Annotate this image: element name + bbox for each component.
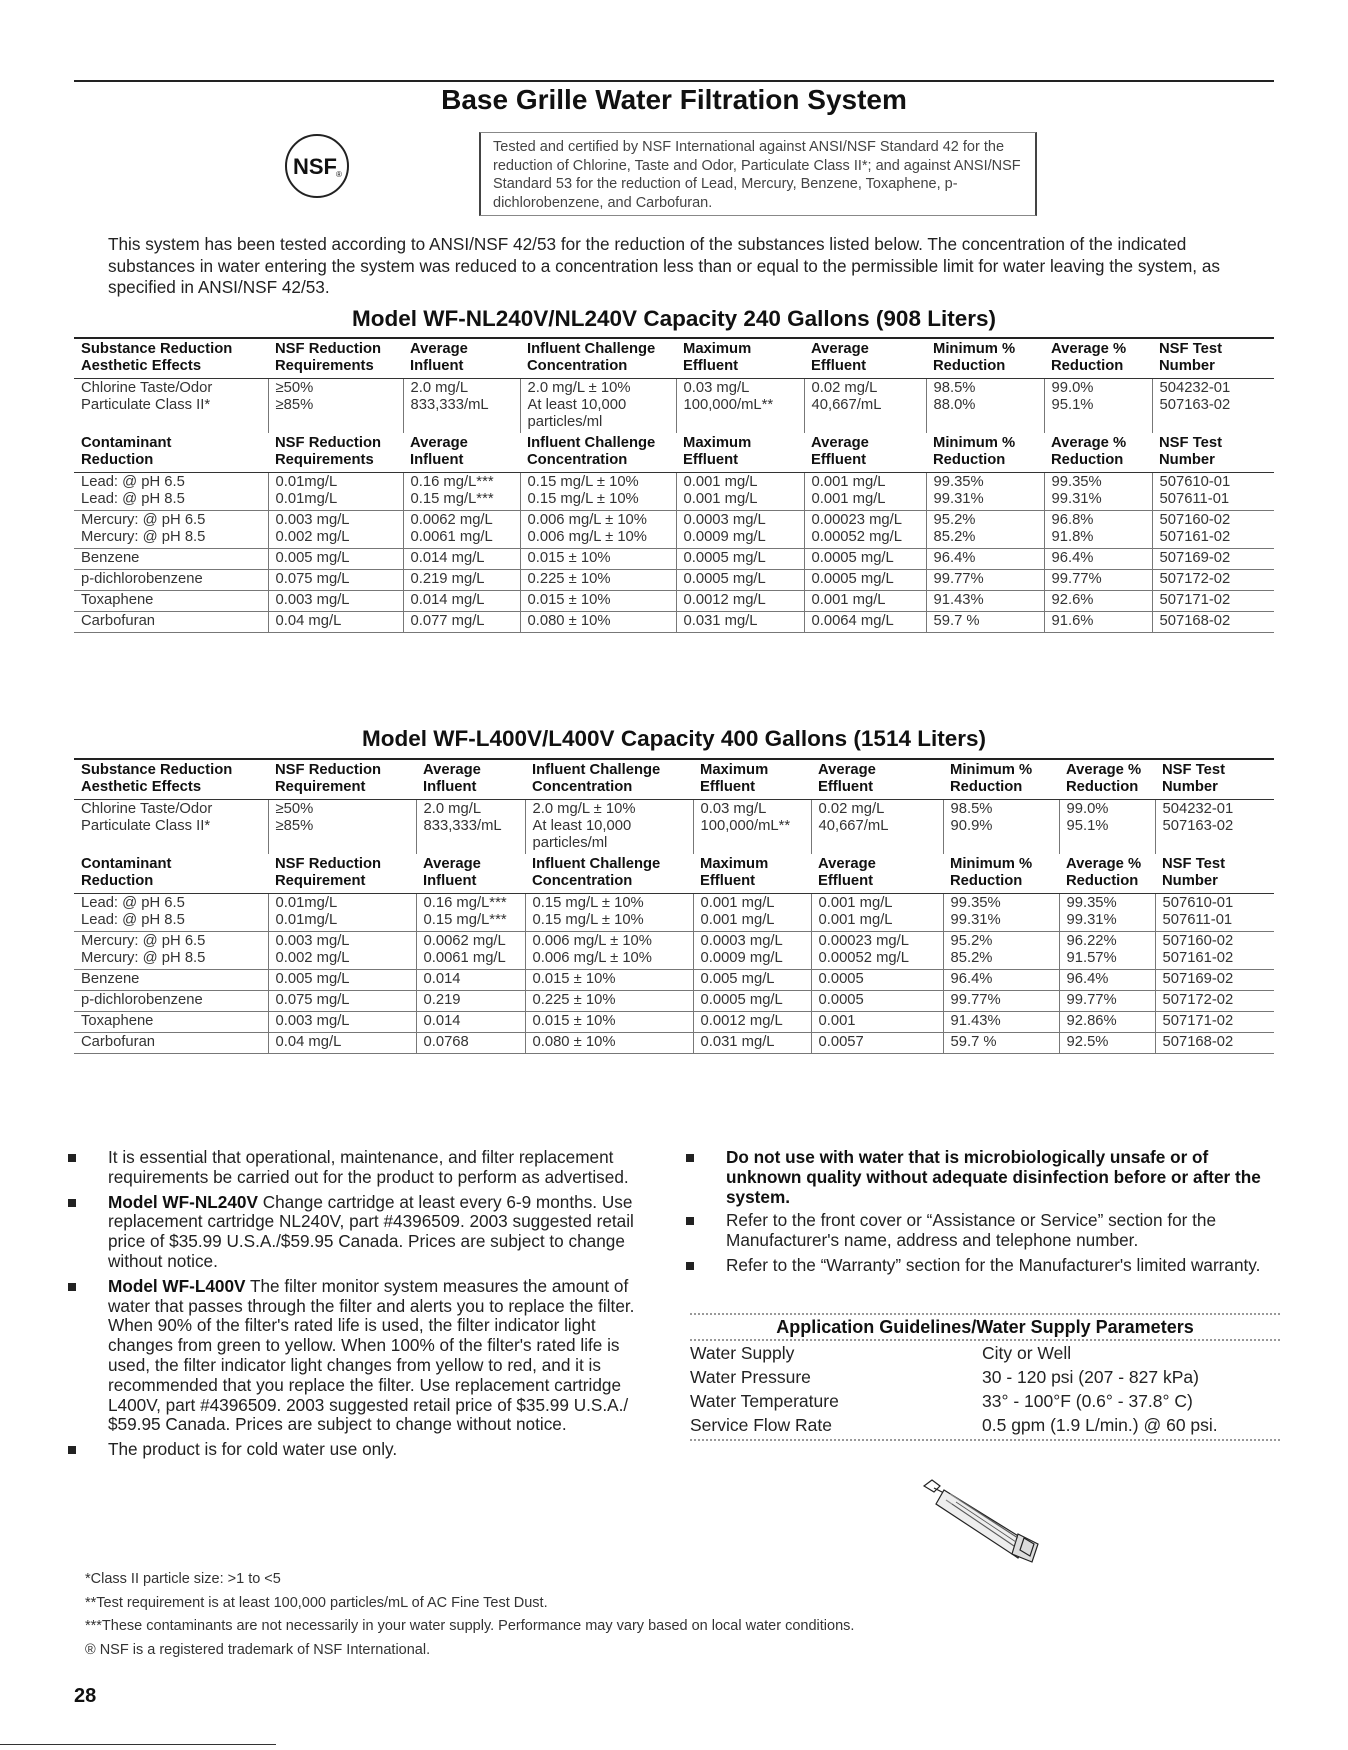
table-cell: 507169-02 <box>1155 970 1274 991</box>
table-row <box>74 1033 1274 1054</box>
table-cell: 507168-02 <box>1155 1033 1274 1054</box>
table-cell: 0.0012 mg/L <box>676 591 804 612</box>
table-cell: 0.03 mg/L 100,000/mL** <box>693 800 811 855</box>
model-1-title: Model WF-NL240V/NL240V Capacity 240 Gallons (908 Liters) <box>352 306 996 331</box>
application-guidelines <box>690 1313 1280 1441</box>
table-cell: 0.001 mg/L 0.001 mg/L <box>811 894 943 932</box>
table-cell: 0.077 mg/L <box>403 612 520 633</box>
page-title: Base Grille Water Filtration System <box>441 84 907 115</box>
table-cell: 507160-02 507161-02 <box>1155 932 1274 970</box>
table-cell: 0.014 <box>416 970 525 991</box>
table-cell: Mercury: @ pH 6.5 Mercury: @ pH 8.5 <box>74 511 268 549</box>
guideline-row <box>690 1341 1280 1365</box>
table-cell: Toxaphene <box>74 591 268 612</box>
guideline-row <box>690 1389 1280 1413</box>
table-cell: 507610-01 507611-01 <box>1152 473 1274 511</box>
header-cell: NSF Test Number <box>1162 856 1226 889</box>
table-cell: 99.0% 95.1% <box>1059 800 1155 855</box>
filter-cartridge-illustration <box>916 1472 1056 1564</box>
table-row <box>74 473 1274 511</box>
table-cell: Carbofuran <box>74 612 268 633</box>
table-cell: ≥50% ≥85% <box>268 379 403 434</box>
footnote: **Test requirement is at least 100,000 particles/mL of AC Fine Test Dust. <box>85 1594 548 1611</box>
table-cell: 0.015 ± 10% <box>525 1012 693 1033</box>
table-cell: 91.43% <box>943 1012 1059 1033</box>
header-cell: Minimum % Reduction <box>933 435 1016 468</box>
table-cell: 0.001 mg/L 0.001 mg/L <box>676 473 804 511</box>
contaminant-header-row <box>74 433 1274 473</box>
header-cell: NSF Test Number <box>1152 338 1274 379</box>
table-cell: 99.77% <box>1059 991 1155 1012</box>
table-cell: 96.8% 91.8% <box>1044 511 1152 549</box>
table-cell: 0.225 ± 10% <box>525 991 693 1012</box>
table-cell: 504232-01 507163-02 <box>1155 800 1274 855</box>
table-cell: 507172-02 <box>1155 991 1274 1012</box>
table-cell: 0.04 mg/L <box>268 612 403 633</box>
bullet-item <box>64 1277 654 1435</box>
header-cell: Contaminant Reduction <box>81 435 172 468</box>
footnotes <box>85 1568 854 1662</box>
nsf-certification-box: Tested and certified by NSF International against ANSI/NSF Standard 42 for the reduction of Chlorine, Taste and Odor, Particulate Class II*; and against ANSI/NSF Standard 53 for the reduction of Lead, Mercury, Benzene, Toxaphene, p-dichlorobenzene, and Carbofuran. <box>479 132 1037 216</box>
nsf-logo-text: NSF <box>293 154 337 179</box>
header-cell: Average Influent <box>423 856 481 889</box>
table-cell: Benzene <box>74 549 268 570</box>
footnote: *Class II particle size: >1 to <5 <box>85 1571 281 1587</box>
header-cell: Maximum Effluent <box>693 759 811 800</box>
table-row <box>74 570 1274 591</box>
table-cell: 507172-02 <box>1152 570 1274 591</box>
table-cell: 0.0064 mg/L <box>804 612 926 633</box>
table-cell: 0.003 mg/L <box>268 591 403 612</box>
model-2-title: Model WF-L400V/L400V Capacity 400 Gallons (1514 Liters) <box>362 726 986 751</box>
header-cell: Influent Challenge Concentration <box>532 856 661 889</box>
table-cell: 0.075 mg/L <box>268 991 416 1012</box>
table-cell: 99.35% 99.31% <box>1059 894 1155 932</box>
table-cell: 0.0062 mg/L 0.0061 mg/L <box>403 511 520 549</box>
table-cell: 0.075 mg/L <box>268 570 403 591</box>
table-cell: 95.2% 85.2% <box>926 511 1044 549</box>
bullet-square-icon <box>68 1446 76 1454</box>
table-cell: 0.00023 mg/L 0.00052 mg/L <box>804 511 926 549</box>
table-cell: Chlorine Taste/Odor Particulate Class II* <box>74 379 268 434</box>
bullet-item <box>64 1440 654 1460</box>
header-cell: Average % Reduction <box>1051 435 1127 468</box>
table-cell: 0.0005 mg/L <box>676 549 804 570</box>
bullet-item <box>682 1148 1282 1207</box>
model-1-spec-table <box>74 337 1274 633</box>
header-cell: NSF Reduction Requirements <box>275 435 382 468</box>
table-cell: 0.0768 <box>416 1033 525 1054</box>
table-cell: 0.219 mg/L <box>403 570 520 591</box>
table-cell: 99.35% 99.31% <box>1044 473 1152 511</box>
left-bullet-list <box>64 1148 654 1465</box>
table-cell: ≥50% ≥85% <box>268 800 416 855</box>
table-cell: 98.5% 90.9% <box>943 800 1059 855</box>
table-cell: 91.43% <box>926 591 1044 612</box>
table-cell: 0.080 ± 10% <box>520 612 676 633</box>
header-cell: Average Effluent <box>818 856 876 889</box>
aesthetic-header-row <box>74 338 1274 379</box>
header-cell: Average Influent <box>416 759 525 800</box>
footnote: ***These contaminants are not necessarily in your water supply. Performance may vary based on local water conditions. <box>85 1618 855 1634</box>
table-cell: 96.22% 91.57% <box>1059 932 1155 970</box>
table-cell: 0.04 mg/L <box>268 1033 416 1054</box>
page-number: 28 <box>74 1685 97 1707</box>
table-cell: 0.001 mg/L 0.001 mg/L <box>804 473 926 511</box>
guideline-value: City or Well <box>982 1343 1072 1363</box>
table-cell: 0.01mg/L 0.01mg/L <box>268 894 416 932</box>
table-cell: 0.0005 mg/L <box>693 991 811 1012</box>
table-cell: Lead: @ pH 6.5 Lead: @ pH 8.5 <box>74 473 268 511</box>
table-cell: 95.2% 85.2% <box>943 932 1059 970</box>
table-row <box>74 932 1274 970</box>
bullet-square-icon <box>686 1262 694 1270</box>
header-cell: Average Effluent <box>811 435 869 468</box>
table-cell: 0.0003 mg/L 0.0009 mg/L <box>676 511 804 549</box>
table-cell: 99.0% 95.1% <box>1044 379 1152 434</box>
table-cell: 0.001 <box>811 1012 943 1033</box>
bullet-square-icon <box>68 1199 76 1207</box>
table-cell: 98.5% 88.0% <box>926 379 1044 434</box>
table-cell: 0.02 mg/L 40,667/mL <box>811 800 943 855</box>
guideline-value: 30 - 120 psi (207 - 827 kPa) <box>982 1367 1199 1387</box>
table-cell: 91.6% <box>1044 612 1152 633</box>
table-cell: p-dichlorobenzene <box>74 570 268 591</box>
table-row <box>74 511 1274 549</box>
table-row <box>74 991 1274 1012</box>
table-cell: 507168-02 <box>1152 612 1274 633</box>
table-cell: 0.003 mg/L 0.002 mg/L <box>268 932 416 970</box>
guideline-row <box>690 1365 1280 1389</box>
table-cell: 96.4% <box>1044 549 1152 570</box>
header-cell: Average Effluent <box>804 338 926 379</box>
header-cell: Minimum % Reduction <box>950 856 1033 889</box>
aesthetic-header-row <box>74 759 1274 800</box>
header-cell: NSF Test Number <box>1159 435 1223 468</box>
header-cell: Substance Reduction Aesthetic Effects <box>74 338 268 379</box>
contaminant-header-row <box>74 854 1274 894</box>
table-cell: 0.015 ± 10% <box>520 591 676 612</box>
table-cell: 99.77% <box>943 991 1059 1012</box>
table-row <box>74 591 1274 612</box>
bullet-bold-text: Do not use with water that is microbiologically unsafe or of unknown quality without adequate disinfection before or after the system. <box>726 1147 1261 1207</box>
table-cell: 0.003 mg/L 0.002 mg/L <box>268 511 403 549</box>
table-cell: 0.080 ± 10% <box>525 1033 693 1054</box>
table-cell: 99.77% <box>926 570 1044 591</box>
guideline-row <box>690 1413 1280 1437</box>
table-cell: 507171-02 <box>1152 591 1274 612</box>
table-row <box>74 379 1274 434</box>
header-cell: Maximum Effluent <box>700 856 769 889</box>
table-cell: 0.003 mg/L <box>268 1012 416 1033</box>
header-cell: Influent Challenge Concentration <box>527 435 656 468</box>
header-cell: Substance Reduction Aesthetic Effects <box>74 759 268 800</box>
table-cell: 0.219 <box>416 991 525 1012</box>
table-cell: 0.014 mg/L <box>403 549 520 570</box>
table-cell: 0.015 ± 10% <box>520 549 676 570</box>
table-cell: Benzene <box>74 970 268 991</box>
top-rule <box>74 80 1274 82</box>
table-cell: 2.0 mg/L ± 10% At least 10,000 particles/ml <box>525 800 693 855</box>
bullet-item <box>682 1256 1282 1276</box>
table-cell: 0.015 ± 10% <box>525 970 693 991</box>
table-cell: 0.031 mg/L <box>676 612 804 633</box>
bullet-text: The product is for cold water use only. <box>108 1439 398 1460</box>
table-cell: 0.006 mg/L ± 10% 0.006 mg/L ± 10% <box>520 511 676 549</box>
table-cell: 0.001 mg/L 0.001 mg/L <box>693 894 811 932</box>
table-cell: 0.15 mg/L ± 10% 0.15 mg/L ± 10% <box>520 473 676 511</box>
table-cell: 96.4% <box>1059 970 1155 991</box>
nsf-logo <box>284 133 350 199</box>
table-cell: Lead: @ pH 6.5 Lead: @ pH 8.5 <box>74 894 268 932</box>
table-cell: 59.7 % <box>926 612 1044 633</box>
table-cell: 0.02 mg/L 40,667/mL <box>804 379 926 434</box>
header-cell: NSF Reduction Requirements <box>268 338 403 379</box>
header-cell: Average % Reduction <box>1044 338 1152 379</box>
table-cell: 96.4% <box>943 970 1059 991</box>
guideline-label: Water Temperature <box>690 1391 839 1411</box>
table-cell: 0.0057 <box>811 1033 943 1054</box>
table-cell: 99.35% 99.31% <box>926 473 1044 511</box>
header-cell: Average Influent <box>403 338 520 379</box>
bullet-text: Refer to the front cover or “Assistance or Service” section for the Manufacturer's name, address and telephone number. <box>726 1210 1217 1251</box>
header-cell: Contaminant Reduction <box>81 856 172 889</box>
model-2-spec-table <box>74 758 1274 1054</box>
table-cell: 507171-02 <box>1155 1012 1274 1033</box>
table-row <box>74 1012 1274 1033</box>
table-cell: 0.0005 mg/L <box>804 570 926 591</box>
intro-paragraph: This system has been tested according to ANSI/NSF 42/53 for the reduction of the substances listed below. The concentration of the indicated substances in water entering the system was reduced to a concentration less than or equal to the permissible limit for water leaving the system, as specified in ANSI/NSF 42/53. <box>108 234 1221 297</box>
header-cell: NSF Reduction Requirement <box>268 759 416 800</box>
bullet-item <box>682 1211 1282 1251</box>
table-cell: 0.03 mg/L 100,000/mL** <box>676 379 804 434</box>
bottom-rule <box>0 1744 276 1745</box>
header-cell: Average % Reduction <box>1066 856 1142 889</box>
guidelines-title: Application Guidelines/Water Supply Parameters <box>690 1313 1280 1341</box>
table-cell: 0.0005 <box>811 970 943 991</box>
table-cell: Chlorine Taste/Odor Particulate Class II* <box>74 800 268 855</box>
table-cell: 0.01mg/L 0.01mg/L <box>268 473 403 511</box>
header-cell: Maximum Effluent <box>683 435 752 468</box>
table-cell: 0.014 mg/L <box>403 591 520 612</box>
table-cell: 0.0005 <box>811 991 943 1012</box>
guideline-value: 0.5 gpm (1.9 L/min.) @ 60 psi. <box>982 1415 1218 1435</box>
header-cell: Influent Challenge Concentration <box>520 338 676 379</box>
bullet-item <box>64 1193 654 1272</box>
table-row <box>74 970 1274 991</box>
table-cell: 92.6% <box>1044 591 1152 612</box>
table-cell: 59.7 % <box>943 1033 1059 1054</box>
table-cell: 0.014 <box>416 1012 525 1033</box>
header-cell: Average Influent <box>410 435 468 468</box>
table-cell: 99.35% 99.31% <box>943 894 1059 932</box>
table-cell: 0.0012 mg/L <box>693 1012 811 1033</box>
footnote: ® NSF is a registered trademark of NSF International. <box>85 1641 431 1658</box>
table-cell: Carbofuran <box>74 1033 268 1054</box>
table-cell: 92.5% <box>1059 1033 1155 1054</box>
bullet-square-icon <box>68 1154 76 1162</box>
bullet-text: It is essential that operational, maintenance, and filter replacement requirements be carried out for the product to perform as advertised. <box>108 1147 629 1187</box>
bullet-item <box>64 1148 654 1188</box>
table-cell: 507160-02 507161-02 <box>1152 511 1274 549</box>
bullet-text: Refer to the “Warranty” section for the Manufacturer's limited warranty. <box>726 1254 1261 1275</box>
table-cell: 99.77% <box>1044 570 1152 591</box>
guidelines-end-rule <box>690 1439 1280 1441</box>
table-cell: 0.0005 mg/L <box>676 570 804 591</box>
table-cell: p-dichlorobenzene <box>74 991 268 1012</box>
bullet-square-icon <box>686 1154 694 1162</box>
guideline-label: Water Pressure <box>690 1367 811 1387</box>
table-cell: 0.0005 mg/L <box>804 549 926 570</box>
table-cell: 0.0003 mg/L 0.0009 mg/L <box>693 932 811 970</box>
header-cell: Minimum % Reduction <box>943 759 1059 800</box>
header-cell: Minimum % Reduction <box>926 338 1044 379</box>
table-row <box>74 894 1274 932</box>
table-cell: 0.005 mg/L <box>693 970 811 991</box>
table-cell: 0.0062 mg/L 0.0061 mg/L <box>416 932 525 970</box>
table-cell: 507169-02 <box>1152 549 1274 570</box>
guideline-label: Service Flow Rate <box>690 1415 832 1435</box>
table-row <box>74 612 1274 633</box>
bullet-text: Change cartridge at least every 6-9 months. Use replacement cartridge NL240V, part #4396509. 2003 suggested retail price of $35.99 U.S.A./$59.95 Canada. Prices are subject to change without notice. <box>108 1191 634 1271</box>
table-cell: 2.0 mg/L ± 10% At least 10,000 particles/ml <box>520 379 676 434</box>
table-cell: 0.001 mg/L <box>804 591 926 612</box>
table-cell: 92.86% <box>1059 1012 1155 1033</box>
bullet-square-icon <box>686 1217 694 1225</box>
nsf-logo-mark: ® <box>336 170 342 179</box>
table-cell: 0.005 mg/L <box>268 549 403 570</box>
table-cell: Toxaphene <box>74 1012 268 1033</box>
table-cell: 2.0 mg/L 833,333/mL <box>403 379 520 434</box>
right-bullet-list <box>682 1148 1282 1281</box>
header-cell: Maximum Effluent <box>676 338 804 379</box>
header-cell: NSF Test Number <box>1155 759 1274 800</box>
table-cell: 0.15 mg/L ± 10% 0.15 mg/L ± 10% <box>525 894 693 932</box>
table-cell: 0.031 mg/L <box>693 1033 811 1054</box>
table-cell: 504232-01 507163-02 <box>1152 379 1274 434</box>
table-cell: 0.16 mg/L*** 0.15 mg/L*** <box>416 894 525 932</box>
bullet-square-icon <box>68 1283 76 1291</box>
table-cell: 507610-01 507611-01 <box>1155 894 1274 932</box>
guidelines-table <box>690 1341 1280 1437</box>
header-cell: Influent Challenge Concentration <box>525 759 693 800</box>
table-row <box>74 800 1274 855</box>
table-cell: 0.005 mg/L <box>268 970 416 991</box>
table-cell: 0.006 mg/L ± 10% 0.006 mg/L ± 10% <box>525 932 693 970</box>
guideline-label: Water Supply <box>690 1343 795 1363</box>
table-cell: 0.00023 mg/L 0.00052 mg/L <box>811 932 943 970</box>
table-cell: Mercury: @ pH 6.5 Mercury: @ pH 8.5 <box>74 932 268 970</box>
header-cell: Average Effluent <box>811 759 943 800</box>
table-row <box>74 549 1274 570</box>
table-cell: 0.16 mg/L*** 0.15 mg/L*** <box>403 473 520 511</box>
header-cell: Average % Reduction <box>1059 759 1155 800</box>
bullet-bold-text: Model WF-L400V <box>108 1275 246 1296</box>
bullet-bold-text: Model WF-NL240V <box>108 1191 258 1212</box>
header-cell: NSF Reduction Requirement <box>275 856 382 889</box>
table-cell: 96.4% <box>926 549 1044 570</box>
guideline-value: 33° - 100°F (0.6° - 37.8° C) <box>982 1391 1193 1411</box>
table-cell: 0.225 ± 10% <box>520 570 676 591</box>
bullet-text: The filter monitor system measures the amount of water that passes through the filter and alerts you to replace the filter. When 90% of the filter's rated life is used, the filter indicator light changes from green to yellow. When 100% of the filter's rated life is used, the filter indicator light changes from yellow to red, and it is recommended that you replace the filter. Use replacement cartridge L400V, part #4396509. 2003 suggested retail price of $35.99 U.S.A./ $59.95 Canada. Prices are subject to change without notice. <box>108 1275 635 1435</box>
table-cell: 2.0 mg/L 833,333/mL <box>416 800 525 855</box>
